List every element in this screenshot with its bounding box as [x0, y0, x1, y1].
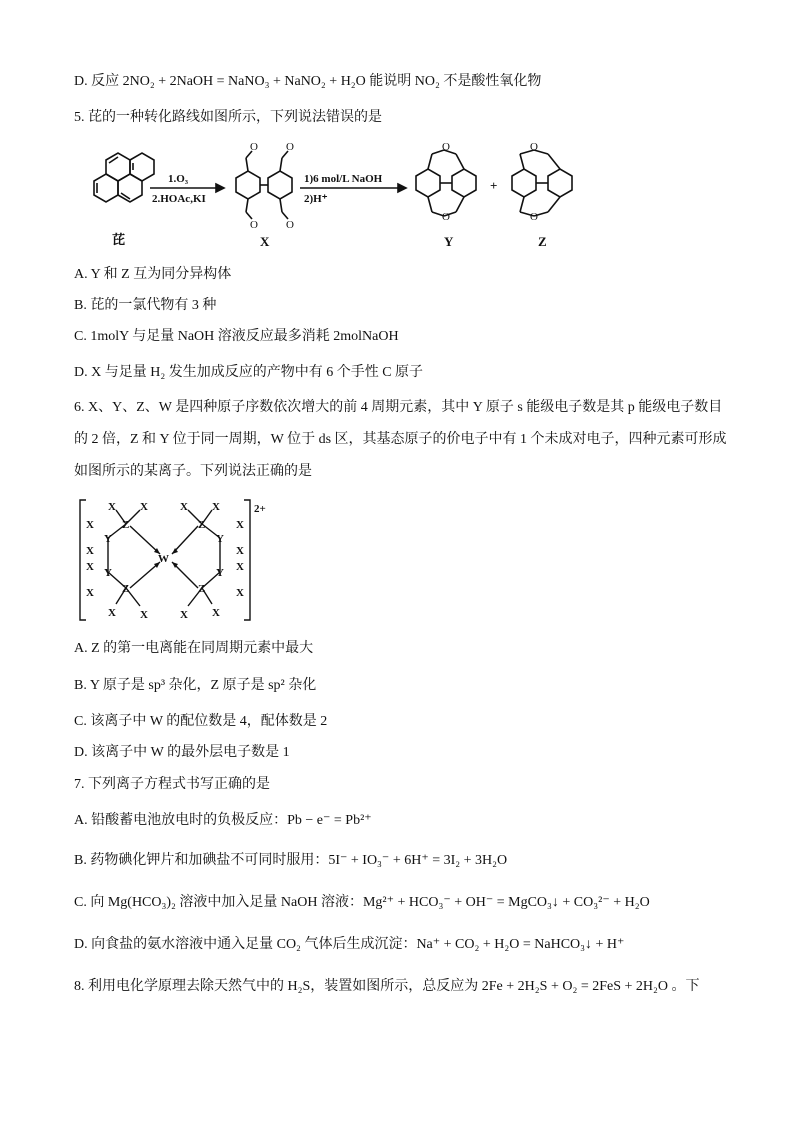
q6-option-a: A. Z 的第一电离能在同周期元素中最大 [74, 641, 314, 656]
compound-x-structure [236, 151, 292, 219]
atom-x-6: X [86, 545, 94, 557]
q6-stem-3: 如图所示的某离子。下列说法正确的是 [74, 464, 312, 479]
atom-x-8: X [236, 545, 244, 557]
q7-option-a: A. 铅酸蓄电池放电时的负极反应：Pb − e⁻ = Pb²⁺ [74, 813, 372, 828]
y-o-bottom: O [442, 211, 450, 223]
q7-stem: 7. 下列离子方程式书写正确的是 [74, 777, 270, 792]
atom-x-1: X [108, 501, 116, 513]
atom-x-9: X [86, 561, 94, 573]
step1-reagent-bottom: 2.HOAc,KI [152, 193, 206, 205]
atom-x-5: X [86, 519, 94, 531]
atom-z-2: Z [198, 519, 206, 531]
pyrene-structure [94, 153, 154, 202]
pyrene-reaction-scheme [78, 138, 598, 256]
step2-reagent-top: 1)6 mol/L NaOH [304, 173, 383, 185]
q6-stem-2: 的 2 倍，Z 和 Y 位于同一周期，W 位于 ds 区，其基态原子的价电子中有 1 个未成对电子，四种元素可形成 [74, 432, 727, 447]
x-o-2: O [286, 141, 294, 153]
atom-x-3: X [180, 501, 188, 513]
atom-x-10: X [86, 587, 94, 599]
q6-option-b: B. Y 原子是 sp³ 杂化，Z 原子是 sp² 杂化 [74, 678, 317, 693]
z-o-bottom: O [530, 211, 538, 223]
atom-y-4: Y [216, 567, 224, 579]
label-z: Z [538, 234, 547, 249]
atom-x-7: X [236, 519, 244, 531]
atom-y-2: Y [216, 533, 224, 545]
q5-option-c: C. 1molY 与足量 NaOH 溶液反应最多消耗 2molNaOH [74, 329, 399, 344]
q4-option-d: D. 反应 2NO₂ + 2NaOH = NaNO₃ + NaNO₂ + H₂O 能说明 NO₂ 不是酸性氧化物 [74, 74, 542, 89]
q8-stem: 8. 利用电化学原理去除天然气中的 H₂S，装置如图所示，总反应为 2Fe + 2H₂S + O₂ = 2FeS + 2H₂O 。下 [74, 979, 700, 994]
atom-z-4: Z [198, 583, 206, 595]
atom-x-14: X [140, 609, 148, 621]
label-y: Y [444, 234, 454, 249]
label-pyrene: 芘 [112, 232, 126, 247]
ion-charge: 2+ [254, 503, 266, 515]
q5-stem: 5. 芘的一种转化路线如图所示，下列说法错误的是 [74, 110, 382, 125]
atom-x-15: X [180, 609, 188, 621]
atom-x-4: X [212, 501, 220, 513]
step1-reagent-top: 1.O₃ [168, 173, 189, 185]
complex-ion-figure [76, 492, 276, 626]
atom-x-11: X [236, 561, 244, 573]
compound-z-structure [512, 150, 572, 216]
q5-option-b: B. 芘的一氯代物有 3 种 [74, 298, 217, 313]
atom-z-1: Z [122, 519, 130, 531]
z-o-top: O [530, 141, 538, 153]
label-x: X [260, 234, 270, 249]
q5-option-d: D. X 与足量 H₂ 发生加成反应的产物中有 6 个手性 C 原子 [74, 365, 424, 380]
y-o-top: O [442, 141, 450, 153]
atom-y-1: Y [104, 533, 112, 545]
q6-option-d: D. 该离子中 W 的最外层电子数是 1 [74, 745, 290, 760]
atom-x-16: X [212, 607, 220, 619]
atom-z-3: Z [122, 583, 130, 595]
q5-option-a: A. Y 和 Z 互为同分异构体 [74, 267, 232, 282]
compound-y-structure [416, 150, 476, 216]
q7-option-c: C. 向 Mg(HCO₃)₂ 溶液中加入足量 NaOH 溶液：Mg²⁺ + HCO₃⁻ + OH⁻ = MgCO₃↓ + CO₃²⁻ + H₂O [74, 895, 650, 910]
x-o-4: O [286, 219, 294, 231]
atom-y-3: Y [104, 567, 112, 579]
q6-option-c: C. 该离子中 W 的配位数是 4，配体数是 2 [74, 714, 328, 729]
q7-option-b: B. 药物碘化钾片和加碘盐不可同时服用：5I⁻ + IO₃⁻ + 6H⁺ = 3I₂ + 3H₂O [74, 853, 508, 868]
x-o-3: O [250, 219, 258, 231]
plus-sign: + [490, 178, 498, 193]
x-o-1: O [250, 141, 258, 153]
atom-x-13: X [108, 607, 116, 619]
atom-x-2: X [140, 501, 148, 513]
atom-w: W [158, 553, 169, 565]
q7-option-d: D. 向食盐的氨水溶液中通入足量 CO₂ 气体后生成沉淀：Na⁺ + CO₂ + H₂O = NaHCO₃↓ + H⁺ [74, 937, 625, 952]
step2-reagent-bottom: 2)H⁺ [304, 193, 328, 205]
atom-x-12: X [236, 587, 244, 599]
q6-stem-1: 6. X、Y、Z、W 是四种原子序数依次增大的前 4 周期元素，其中 Y 原子 s 能级电子数是其 p 能级电子数目 [74, 400, 723, 415]
